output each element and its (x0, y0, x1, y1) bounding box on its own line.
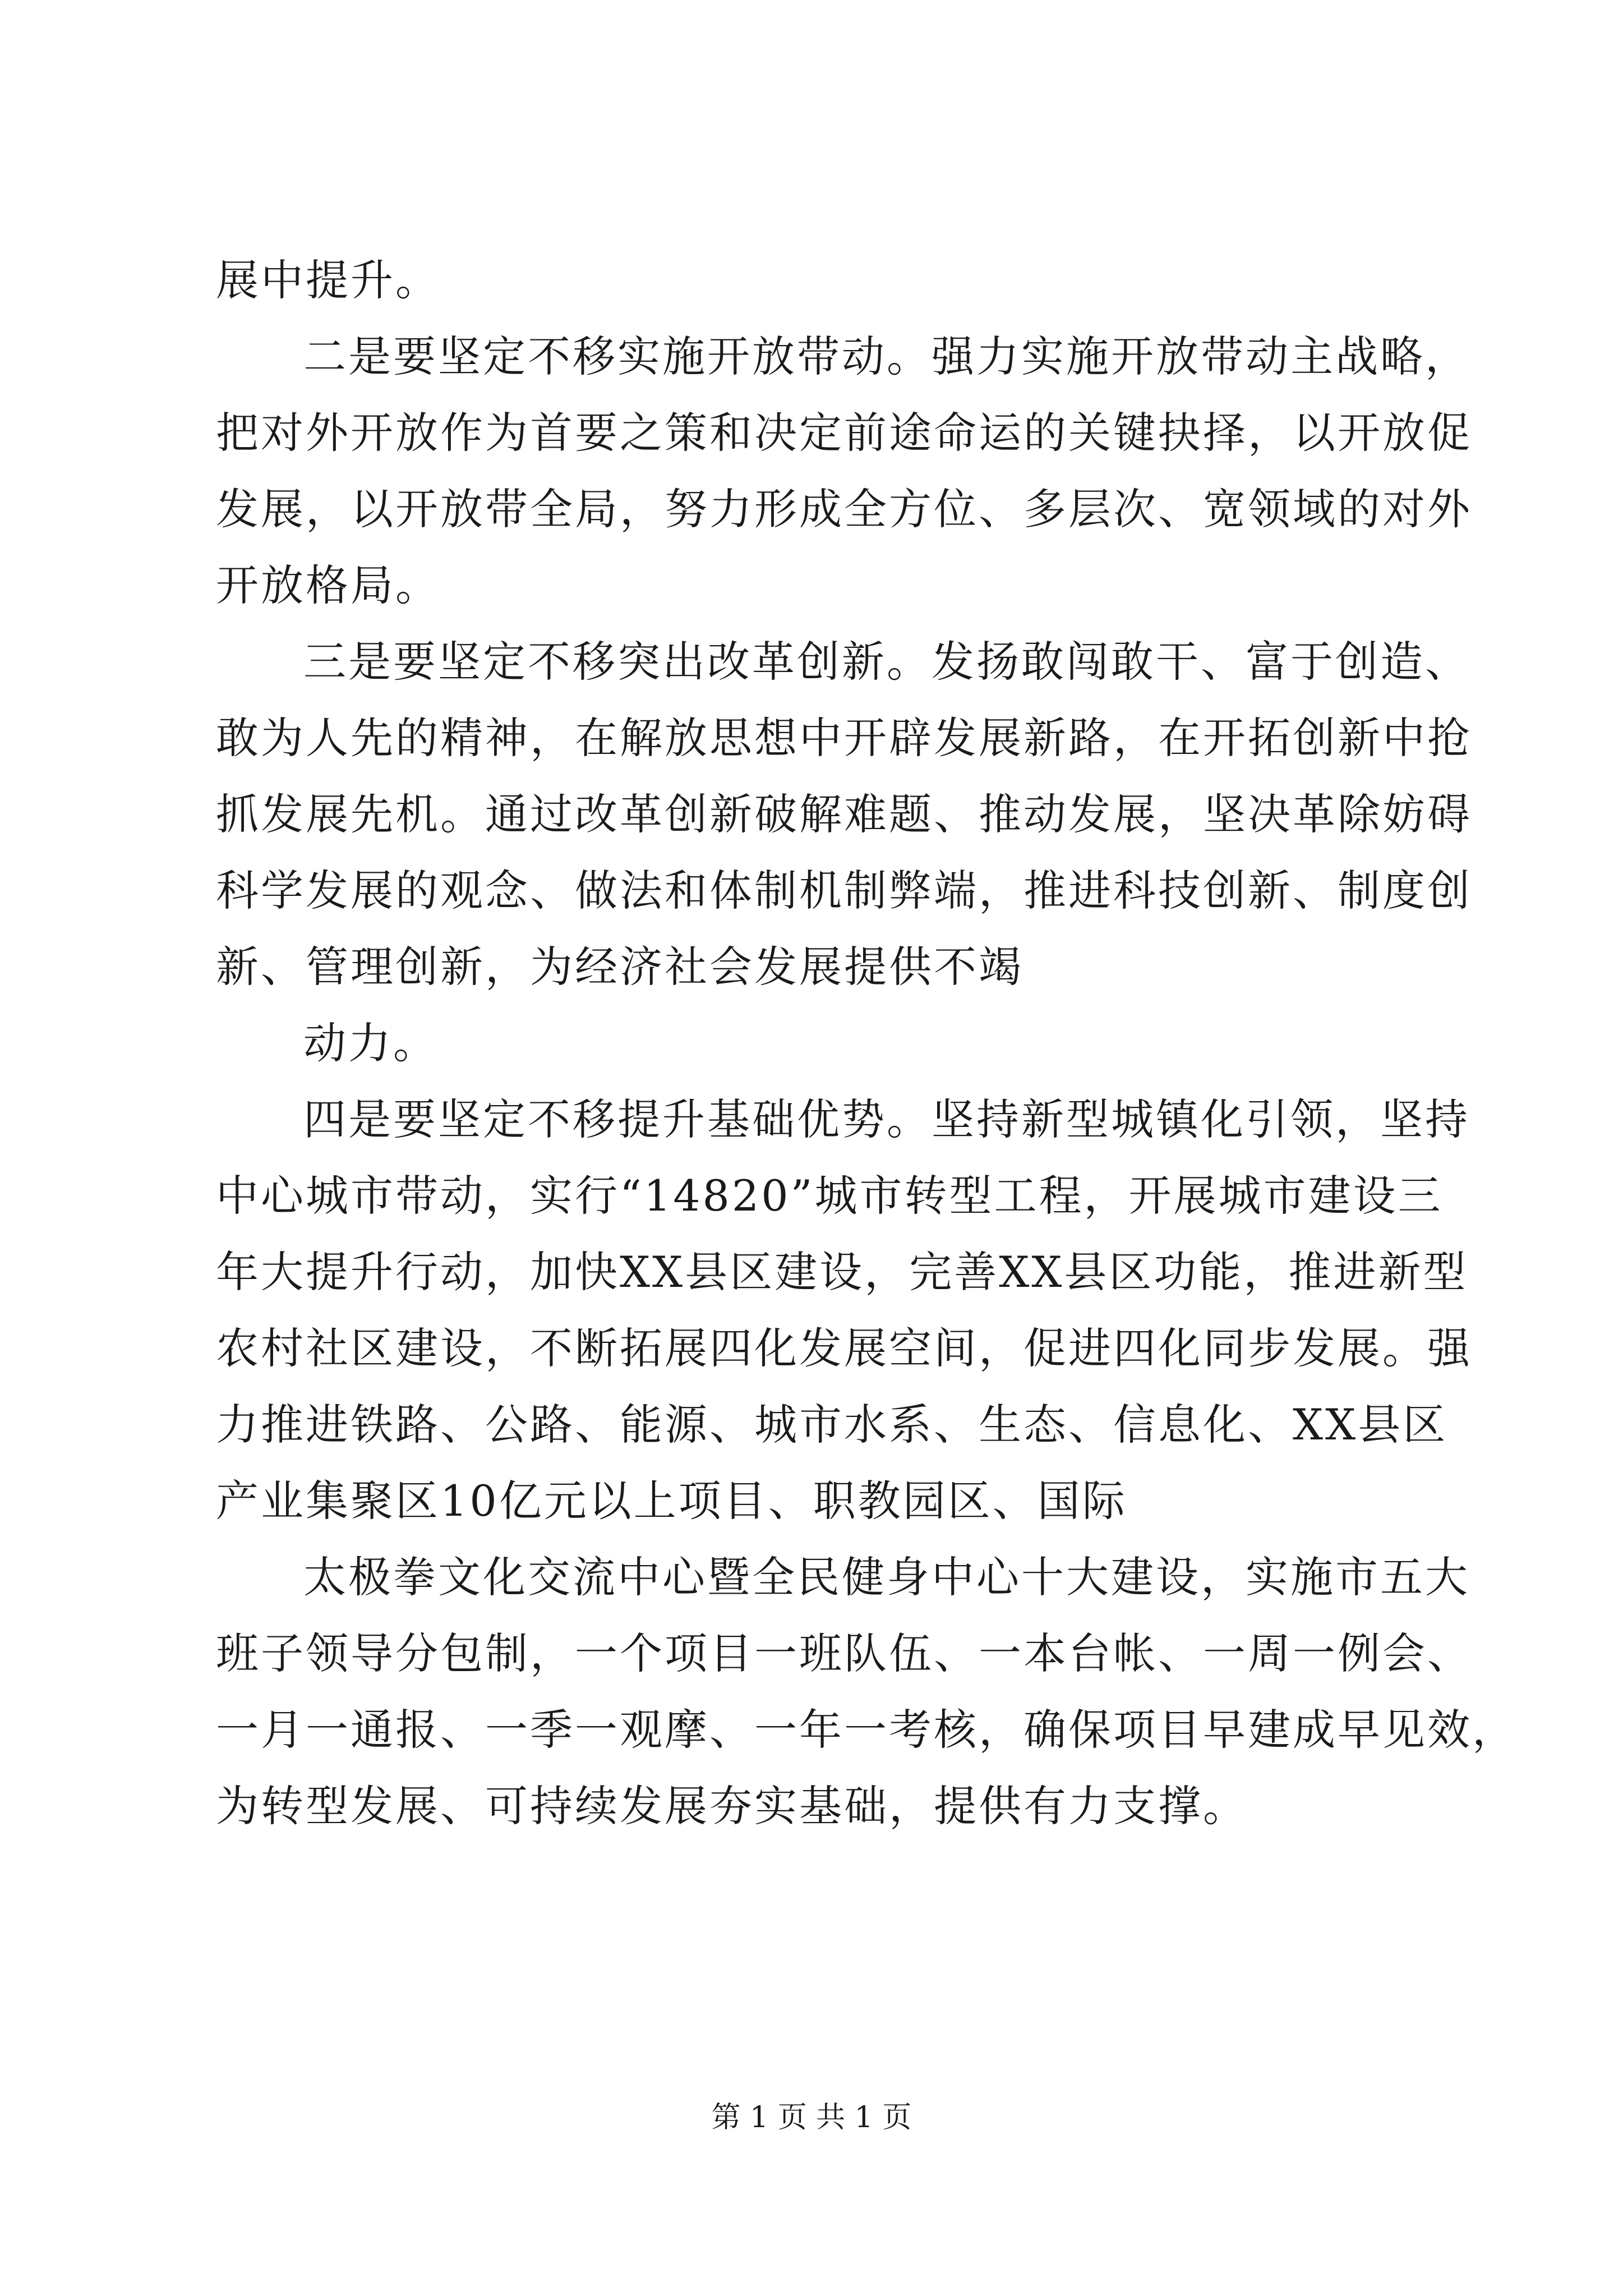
text-line: 抓发展先机。通过改革创新破解难题、推动发展，坚决革除妨碍 (216, 789, 1472, 839)
text-line: 动力。 (303, 1018, 438, 1068)
text-line: 四是要坚定不移提升基础优势。坚持新型城镇化引领，坚持 (303, 1094, 1470, 1144)
text-line: 农村社区建设，不断拓展四化发展空间，促进四化同步发展。强 (216, 1323, 1472, 1373)
text-line: 展中提升。 (216, 255, 440, 305)
text-line: 太极拳文化交流中心暨全民健身中心十大建设，实施市五大 (303, 1552, 1470, 1602)
text-line: 科学发展的观念、做法和体制机制弊端，推进科技创新、制度创 (216, 866, 1472, 915)
text-line: 开放格局。 (216, 560, 440, 610)
text-line: 把对外开放作为首要之策和决定前途命运的关键抉择，以开放促 (216, 408, 1472, 458)
text-line: 敢为人先的精神，在解放思想中开辟发展新路，在开拓创新中抢 (216, 713, 1472, 763)
text-line: 为转型发展、可持续发展夯实基础，提供有力支撑。 (216, 1781, 1248, 1831)
text-line: 三是要坚定不移突出改革创新。发扬敢闯敢干、富于创造、 (303, 637, 1470, 687)
text-line: 新、管理创新，为经济社会发展提供不竭 (216, 942, 1023, 992)
text-line: 班子领导分包制，一个项目一班队伍、一本台帐、一周一例会、 (216, 1628, 1472, 1678)
text-line: 一月一通报、一季一观摩、一年一考核，确保项目早建成早见效， (216, 1705, 1517, 1755)
page-footer: 第 1 页 共 1 页 (711, 2101, 912, 2134)
text-line: 中心城市带动，实行“14820”城市转型工程，开展城市建设三 (216, 1171, 1443, 1221)
text-line: 年大提升行动，加快XX县区建设，完善XX县区功能，推进新型 (216, 1247, 1468, 1297)
text-line: 二是要坚定不移实施开放带动。强力实施开放带动主战略， (303, 332, 1470, 381)
text-line: 发展，以开放带全局，努力形成全方位、多层次、宽领域的对外 (216, 484, 1472, 534)
text-line: 力推进铁路、公路、能源、城市水系、生态、信息化、XX县区 (216, 1400, 1448, 1450)
text-line: 产业集聚区10亿元以上项目、职教园区、国际 (216, 1476, 1127, 1526)
